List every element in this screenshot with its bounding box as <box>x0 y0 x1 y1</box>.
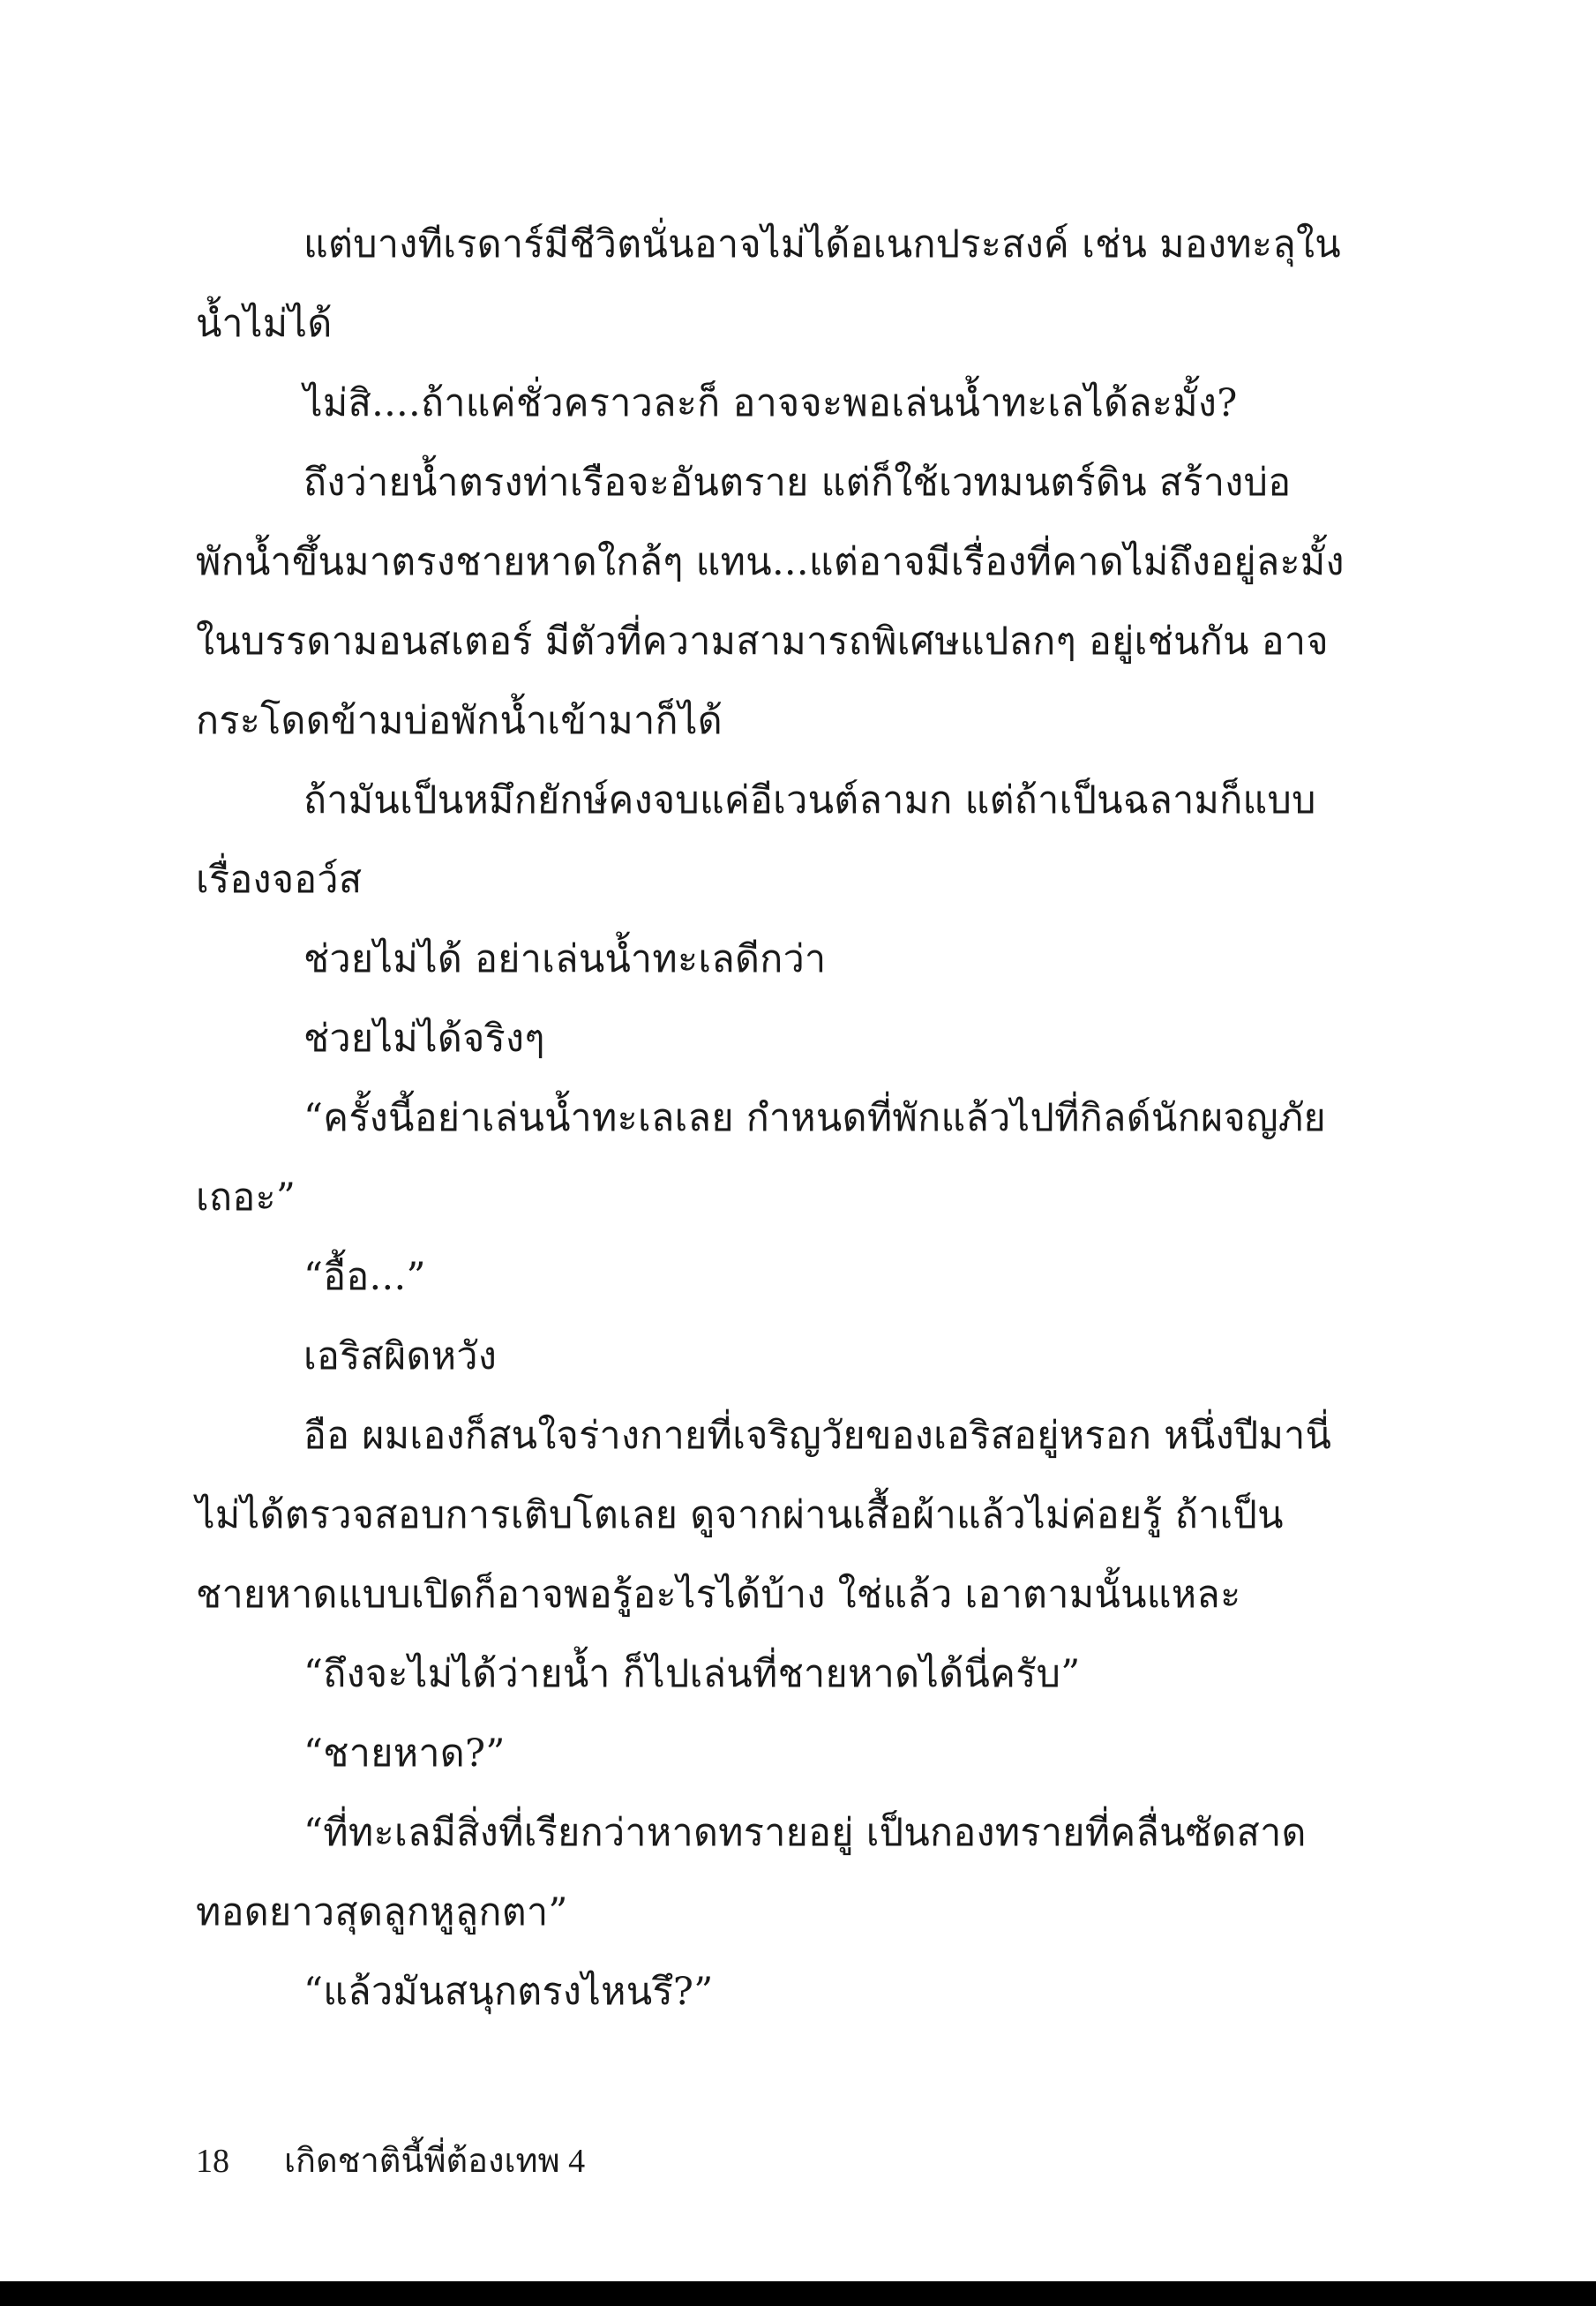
text-line: ไม่ได้ตรวจสอบการเติบโตเลย ดูจากผ่านเสื้อผ้าแล้วไม่ค่อยรู้ ถ้าเป็น <box>196 1493 1284 1537</box>
text-line: เอริสผิดหวัง <box>303 1334 498 1378</box>
bottom-border <box>0 2281 1596 2306</box>
text-line: ไม่สิ....ถ้าแค่ชั่วคราวละก็ อาจจะพอเล่นน้ำทะเลได้ละมั้ง? <box>303 381 1238 425</box>
text-line: “ครั้งนี้อย่าเล่นน้ำทะเลเลย กำหนดที่พักแล้วไปที่กิลด์นักผจญภัย <box>303 1096 1327 1140</box>
text-line: “อื้อ...” <box>303 1255 426 1299</box>
page-footer <box>196 2133 585 2186</box>
text-line: ถึงว่ายน้ำตรงท่าเรือจะอันตราย แต่ก็ใช้เวทมนตร์ดิน สร้างบ่อ <box>303 461 1292 505</box>
text-line: กระโดดข้ามบ่อพักน้ำเข้ามาก็ได้ <box>196 699 723 743</box>
body-text <box>196 205 1345 2032</box>
text-line: พักน้ำขึ้นมาตรงชายหาดใกล้ๆ แทน...แต่อาจมีเรื่องที่คาดไม่ถึงอยู่ละมั้ง <box>196 540 1345 584</box>
text-line: แต่บางทีเรดาร์มีชีวิตนั่นอาจไม่ได้อเนกประสงค์ เช่น มองทะลุใน <box>303 222 1341 267</box>
text-line: เถอะ” <box>196 1176 296 1220</box>
text-line: “ถึงจะไม่ได้ว่ายน้ำ ก็ไปเล่นที่ชายหาดได้นี่ครับ” <box>303 1652 1081 1696</box>
text-line: “ชายหาด?” <box>303 1731 506 1776</box>
text-line: อือ ผมเองก็สนใจร่างกายที่เจริญวัยของเอริสอยู่หรอก หนึ่งปีมานี่ <box>303 1414 1332 1458</box>
text-line: น้ำไม่ได้ <box>196 302 333 346</box>
text-line: ช่วยไม่ได้จริงๆ <box>303 1017 545 1061</box>
book-title: เกิดชาตินี้พี่ต้องเทพ 4 <box>284 2143 586 2180</box>
text-line: “ที่ทะเลมีสิ่งที่เรียกว่าหาดทรายอยู่ เป็นกองทรายที่คลื่นซัดสาด <box>303 1811 1307 1855</box>
text-line: ช่วยไม่ได้ อย่าเล่นน้ำทะเลดีกว่า <box>303 937 827 981</box>
text-line: ชายหาดแบบเปิดก็อาจพอรู้อะไรได้บ้าง ใช่แล้ว เอาตามนั้นแหละ <box>196 1573 1241 1617</box>
text-line: ถ้ามันเป็นหมึกยักษ์คงจบแค่อีเวนต์ลามก แต่ถ้าเป็นฉลามก็แบบ <box>303 778 1316 822</box>
text-line: “แล้วมันสนุกตรงไหนรึ?” <box>303 1970 714 2014</box>
page-number: 18 <box>196 2143 229 2180</box>
text-line: เรื่องจอว์ส <box>196 858 363 902</box>
text-line: ในบรรดามอนสเตอร์ มีตัวที่ความสามารถพิเศษแปลกๆ อยู่เช่นกัน อาจ <box>196 620 1329 664</box>
text-line: ทอดยาวสุดลูกหูลูกตา” <box>196 1890 568 1934</box>
